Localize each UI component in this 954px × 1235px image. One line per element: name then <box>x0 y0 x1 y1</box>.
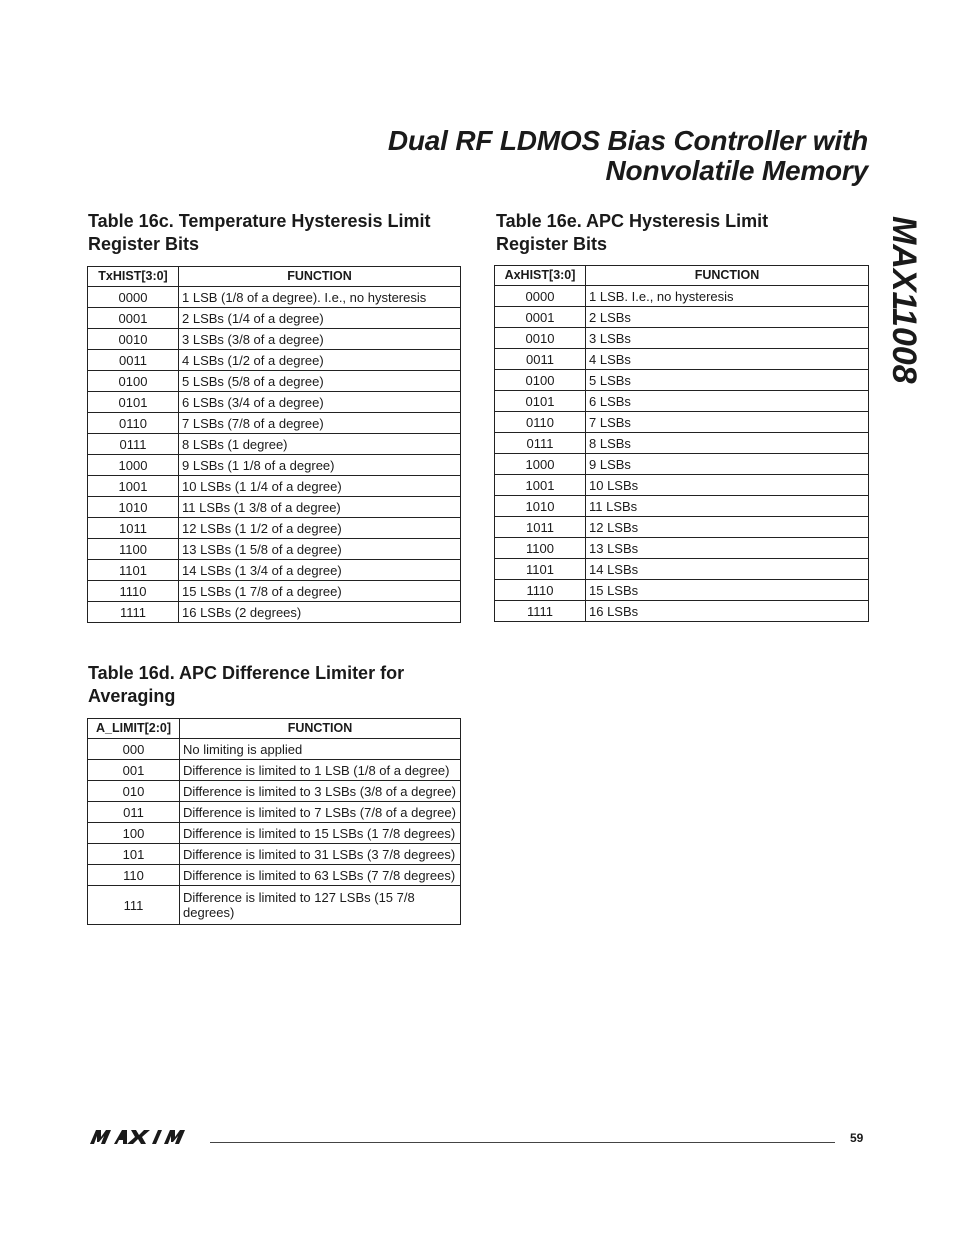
function-cell: 4 LSBs <box>586 349 869 370</box>
function-cell: 12 LSBs <box>586 517 869 538</box>
table-16d <box>87 718 461 925</box>
table-row <box>495 286 869 307</box>
table-row <box>88 581 461 602</box>
register-value-cell: 0101 <box>88 392 179 413</box>
register-value-cell: 0100 <box>88 371 179 392</box>
register-value-cell: 1010 <box>495 496 586 517</box>
table-row <box>495 433 869 454</box>
table-row <box>88 886 461 925</box>
register-value-cell: 1011 <box>88 518 179 539</box>
column-header-register: A_LIMIT[2:0] <box>88 719 180 739</box>
table-row <box>88 371 461 392</box>
table-header-row <box>88 719 461 739</box>
register-value-cell: 0011 <box>495 349 586 370</box>
table-row <box>88 823 461 844</box>
function-cell: Difference is limited to 7 LSBs (7/8 of a degree) <box>180 802 461 823</box>
function-cell: 13 LSBs (1 5/8 of a degree) <box>179 539 461 560</box>
function-cell: 9 LSBs <box>586 454 869 475</box>
function-cell: 3 LSBs <box>586 328 869 349</box>
table-row <box>88 497 461 518</box>
table-row <box>495 391 869 412</box>
register-value-cell: 1000 <box>88 455 179 476</box>
part-number-text: MAX11008 <box>885 216 923 384</box>
register-value-cell: 1110 <box>88 581 179 602</box>
register-value-cell: 000 <box>88 739 180 760</box>
function-cell: 1 LSB (1/8 of a degree). I.e., no hysteresis <box>179 287 461 308</box>
maxim-logo-icon <box>88 1128 200 1146</box>
table-16c-caption <box>88 210 430 256</box>
table-row <box>88 518 461 539</box>
register-value-cell: 0011 <box>88 350 179 371</box>
table-row <box>495 475 869 496</box>
register-value-cell: 1100 <box>88 539 179 560</box>
register-value-cell: 1000 <box>495 454 586 475</box>
function-cell: 6 LSBs <box>586 391 869 412</box>
column-header-function: FUNCTION <box>180 719 461 739</box>
register-value-cell: 1010 <box>88 497 179 518</box>
register-value-cell: 110 <box>88 865 180 886</box>
table-row <box>495 370 869 391</box>
table-row <box>495 454 869 475</box>
table-16e <box>494 265 869 622</box>
table-header-row <box>495 266 869 286</box>
register-value-cell: 0100 <box>495 370 586 391</box>
register-value-cell: 1011 <box>495 517 586 538</box>
register-value-cell: 011 <box>88 802 180 823</box>
function-cell: 10 LSBs <box>586 475 869 496</box>
part-number-side-label <box>884 216 924 396</box>
register-value-cell: 0110 <box>88 413 179 434</box>
table-row <box>88 539 461 560</box>
title-line-1: Dual RF LDMOS Bias Controller with <box>387 125 868 156</box>
table-row <box>495 412 869 433</box>
table-row <box>88 350 461 371</box>
table-16d-caption-line-2: Averaging <box>88 686 176 706</box>
column-header-function: FUNCTION <box>586 266 869 286</box>
function-cell: Difference is limited to 63 LSBs (7 7/8 degrees) <box>180 865 461 886</box>
table-row <box>88 434 461 455</box>
function-cell: 10 LSBs (1 1/4 of a degree) <box>179 476 461 497</box>
column-header-register: TxHIST[3:0] <box>88 267 179 287</box>
table-16e-caption-line-2: Register Bits <box>496 234 608 254</box>
function-cell: Difference is limited to 15 LSBs (1 7/8 degrees) <box>180 823 461 844</box>
function-cell: No limiting is applied <box>180 739 461 760</box>
table-row <box>88 329 461 350</box>
page-number: 59 <box>850 1131 864 1145</box>
function-cell: 16 LSBs <box>586 601 869 622</box>
register-value-cell: 0000 <box>88 287 179 308</box>
function-cell: 11 LSBs (1 3/8 of a degree) <box>179 497 461 518</box>
table-16e-caption-line-1: Table 16e. APC Hysteresis Limit <box>496 211 769 231</box>
register-value-cell: 0010 <box>88 329 179 350</box>
function-cell: 1 LSB. I.e., no hysteresis <box>586 286 869 307</box>
table-row <box>88 560 461 581</box>
register-value-cell: 0111 <box>495 433 586 454</box>
register-value-cell: 101 <box>88 844 180 865</box>
register-value-cell: 010 <box>88 781 180 802</box>
table-row <box>88 287 461 308</box>
table-row <box>88 865 461 886</box>
function-cell: 15 LSBs (1 7/8 of a degree) <box>179 581 461 602</box>
table-row <box>495 496 869 517</box>
table-header-row <box>88 267 461 287</box>
function-cell: 13 LSBs <box>586 538 869 559</box>
table-row <box>88 760 461 781</box>
table-16d-caption <box>88 662 404 708</box>
table-row <box>88 844 461 865</box>
register-value-cell: 0110 <box>495 412 586 433</box>
register-value-cell: 1111 <box>88 602 179 623</box>
register-value-cell: 100 <box>88 823 180 844</box>
register-value-cell: 1111 <box>495 601 586 622</box>
function-cell: 7 LSBs (7/8 of a degree) <box>179 413 461 434</box>
register-value-cell: 1101 <box>495 559 586 580</box>
function-cell: 3 LSBs (3/8 of a degree) <box>179 329 461 350</box>
table-row <box>495 349 869 370</box>
table-row <box>495 580 869 601</box>
register-value-cell: 0111 <box>88 434 179 455</box>
table-row <box>495 559 869 580</box>
table-16e-caption <box>496 210 768 256</box>
function-cell: 4 LSBs (1/2 of a degree) <box>179 350 461 371</box>
document-title <box>388 126 868 186</box>
table-row <box>495 538 869 559</box>
footer-rule <box>210 1142 835 1143</box>
register-value-cell: 0010 <box>495 328 586 349</box>
table-row <box>88 308 461 329</box>
function-cell: 11 LSBs <box>586 496 869 517</box>
table-row <box>88 802 461 823</box>
table-row <box>495 601 869 622</box>
function-cell: 14 LSBs <box>586 559 869 580</box>
column-header-function: FUNCTION <box>179 267 461 287</box>
table-row <box>495 517 869 538</box>
function-cell: 2 LSBs <box>586 307 869 328</box>
register-value-cell: 1101 <box>88 560 179 581</box>
title-line-2: Nonvolatile Memory <box>605 155 868 186</box>
register-value-cell: 111 <box>88 886 180 925</box>
table-row <box>88 602 461 623</box>
table-16c <box>87 266 461 623</box>
function-cell: Difference is limited to 3 LSBs (3/8 of a degree) <box>180 781 461 802</box>
function-cell: Difference is limited to 31 LSBs (3 7/8 degrees) <box>180 844 461 865</box>
register-value-cell: 001 <box>88 760 180 781</box>
table-row <box>88 392 461 413</box>
register-value-cell: 1110 <box>495 580 586 601</box>
function-cell: 15 LSBs <box>586 580 869 601</box>
table-16d-caption-line-1: Table 16d. APC Difference Limiter for <box>88 663 405 683</box>
table-row <box>495 328 869 349</box>
function-cell: 12 LSBs (1 1/2 of a degree) <box>179 518 461 539</box>
table-16c-caption-line-2: Register Bits <box>88 234 200 254</box>
function-cell: 8 LSBs (1 degree) <box>179 434 461 455</box>
table-16c-caption-line-1: Table 16c. Temperature Hysteresis Limit <box>88 211 431 231</box>
function-cell: 5 LSBs <box>586 370 869 391</box>
maxim-logo <box>88 1128 200 1151</box>
function-cell: 2 LSBs (1/4 of a degree) <box>179 308 461 329</box>
register-value-cell: 0001 <box>495 307 586 328</box>
table-row <box>88 476 461 497</box>
register-value-cell: 1100 <box>495 538 586 559</box>
function-cell: 5 LSBs (5/8 of a degree) <box>179 371 461 392</box>
table-row <box>88 455 461 476</box>
function-cell: 6 LSBs (3/4 of a degree) <box>179 392 461 413</box>
function-cell: Difference is limited to 1 LSB (1/8 of a degree) <box>180 760 461 781</box>
register-value-cell: 0000 <box>495 286 586 307</box>
function-cell: 8 LSBs <box>586 433 869 454</box>
table-row <box>88 739 461 760</box>
table-row <box>495 307 869 328</box>
register-value-cell: 0001 <box>88 308 179 329</box>
register-value-cell: 1001 <box>495 475 586 496</box>
table-row <box>88 781 461 802</box>
function-cell: 16 LSBs (2 degrees) <box>179 602 461 623</box>
table-row <box>88 413 461 434</box>
register-value-cell: 1001 <box>88 476 179 497</box>
function-cell: 14 LSBs (1 3/4 of a degree) <box>179 560 461 581</box>
function-cell: Difference is limited to 127 LSBs (15 7/8 degrees) <box>180 886 461 925</box>
column-header-register: AxHIST[3:0] <box>495 266 586 286</box>
function-cell: 9 LSBs (1 1/8 of a degree) <box>179 455 461 476</box>
register-value-cell: 0101 <box>495 391 586 412</box>
function-cell: 7 LSBs <box>586 412 869 433</box>
